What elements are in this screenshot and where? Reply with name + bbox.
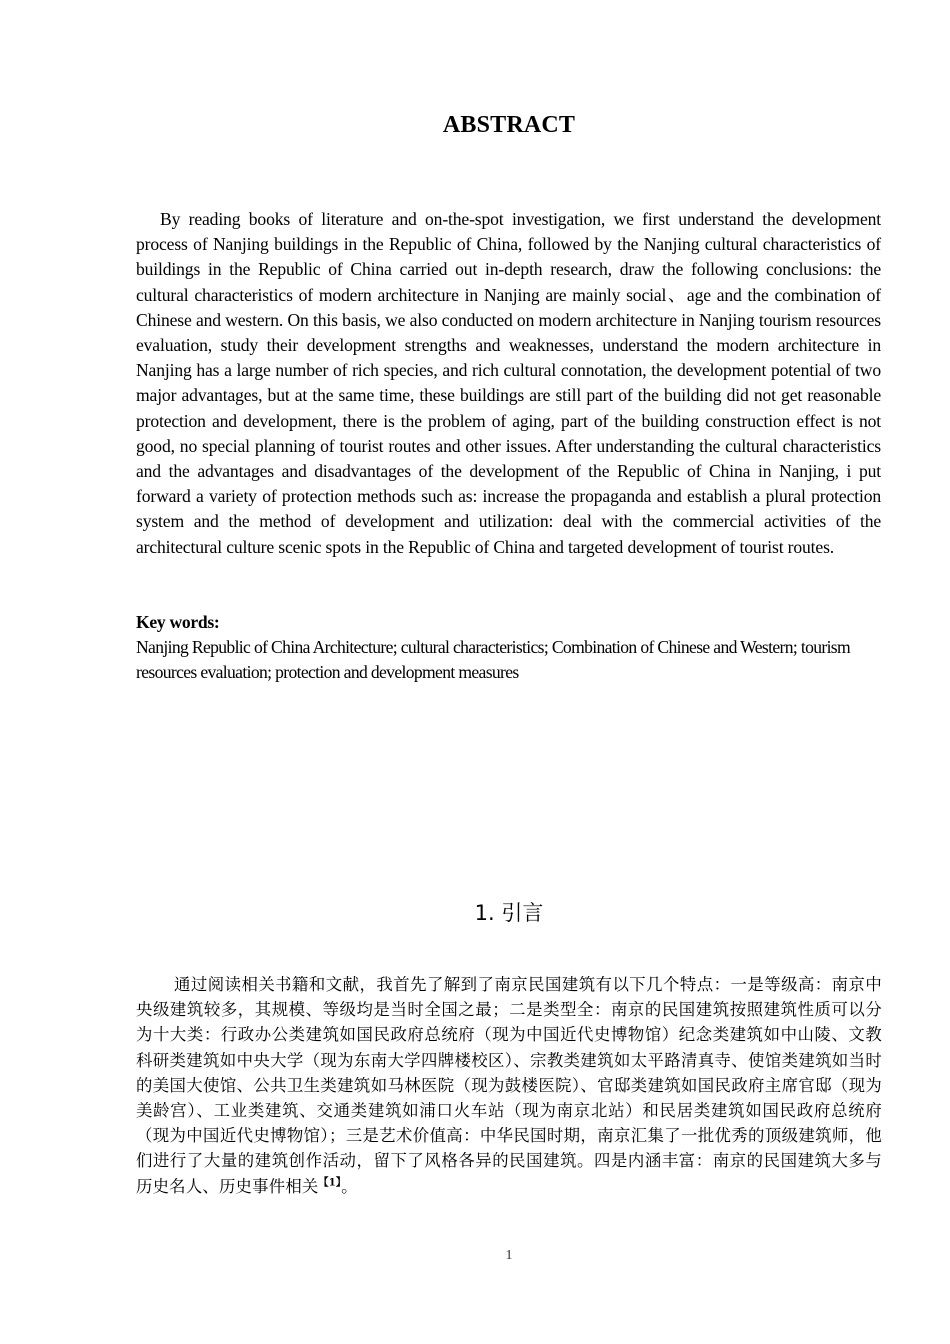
- citation-reference: 【1】: [318, 1177, 342, 1189]
- keywords-label: Key words:: [136, 612, 220, 632]
- abstract-body: By reading books of literature and on-the-spot investigation, we first understand the development process of Nanjing buildings in the Republic of China, followed by the Nanjing cultural characteristics of buildings in the Republic of China carried out in-depth research, draw the following conclusions: the cultural characteristics of modern architecture in Nanjing are mainly social、age and the combination of Chinese and western. On this basis, we also conducted on modern architecture in Nanjing tourism resources evaluation, study their development strengths and weaknesses, understand the modern architecture in Nanjing has a large number of rich species, and rich cultural connotation, the development potential of two major advantages, but at the same time, these buildings are still part of the building did not get reasonable protection and development, there is the problem of aging, part of the building construction effect is not good, no special planning of tourist routes and other issues. After understanding the cultural characteristics and the advantages and disadvantages of the development of the Republic of China in Nanjing, i put forward a variety of protection methods such as: increase the propaganda and establish a plural protection system and the method of development and utilization: deal with the commercial activities of the architectural culture scenic spots in the Republic of China and targeted development of tourist routes.: [136, 209, 881, 557]
- abstract-title: ABSTRACT: [442, 112, 576, 138]
- introduction-ending: 。: [341, 1176, 358, 1196]
- introduction-body: [136, 972, 882, 1199]
- section-heading-introduction: 1. 引言: [474, 901, 544, 925]
- page-number: 1: [505, 1248, 513, 1263]
- introduction-text: 通过阅读相关书籍和文献，我首先了解到了南京民国建筑有以下几个特点：一是等级高：南京中央级建筑较多，其规模、等级均是当时全国之最；二是类型全：南京的民国建筑按照建筑性质可以分为十大类：行政办公类建筑如国民政府总统府（现为中国近代史博物馆）纪念类建筑如中山陵、文教科研类建筑如中央大学（现为东南大学四牌楼校区）、宗教类建筑如太平路清真寺、使馆类建筑如当时的美国大使馆、公共卫生类建筑如马林医院（现为鼓楼医院）、官邸类建筑如国民政府主席官邸（现为美龄宫）、工业类建筑、交通类建筑如浦口火车站（现为南京北站）和民居类建筑如国民政府总统府（现为中国近代史博物馆）；三是艺术价值高：中华民国时期，南京汇集了一批优秀的顶级建筑师，他们进行了大量的建筑创作活动，留下了风格各异的民国建筑。四是内涵丰富：南京的民国建筑大多与历史名人、历史事件相关: [136, 975, 882, 1196]
- keywords-text: Nanjing Republic of China Architecture; cultural characteristics; Combination of Chinese and Western; tourism resources evaluation; protection and development measures: [136, 637, 851, 683]
